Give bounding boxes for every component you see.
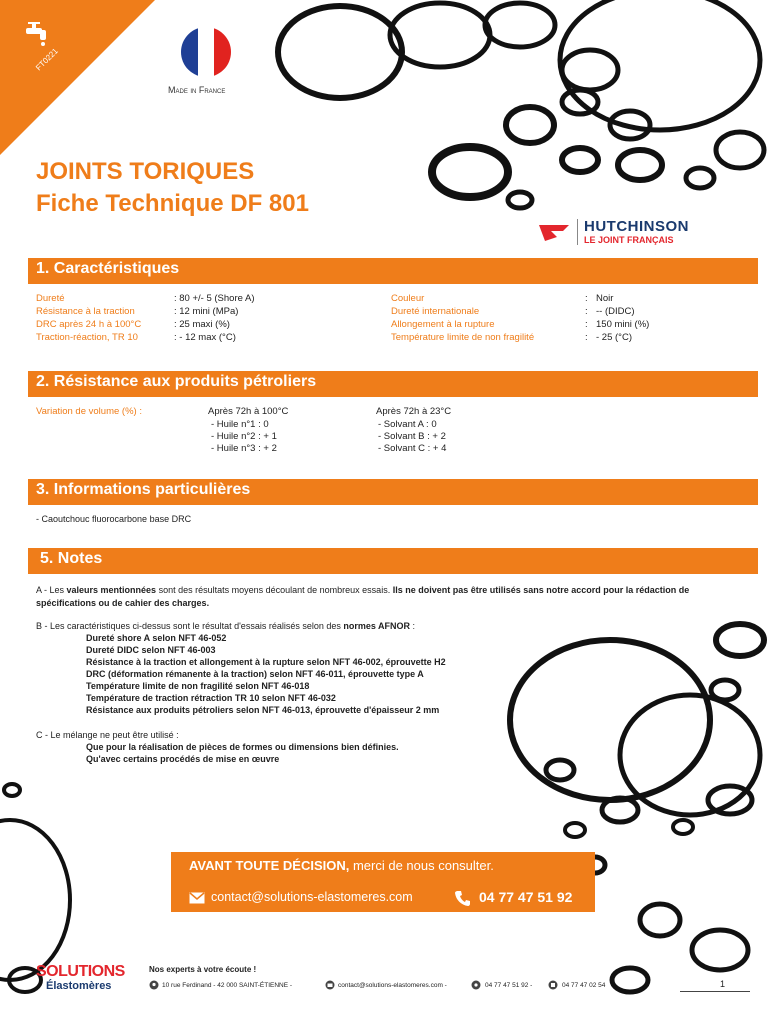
- char-value: -- (DIDC): [596, 306, 635, 317]
- char-label: Couleur: [391, 293, 425, 304]
- char-value: : 25 maxi (%): [174, 319, 230, 330]
- section-3-title: 3. Informations particulières: [36, 481, 251, 498]
- char-label: Température limite de non fragilité: [391, 332, 535, 343]
- norm-item: Température limite de non fragilité selon NFT 46-018: [86, 681, 310, 691]
- usage-item: Que pour la réalisation de pièces de formes ou dimensions bien définies.: [86, 742, 399, 752]
- footer-fax: 04 77 47 02 54: [562, 982, 606, 989]
- solvent-row: - Solvant C : + 4: [378, 443, 447, 454]
- char-label: DRC après 24 h à 100°C: [36, 319, 142, 330]
- page-subtitle: Fiche Technique DF 801: [36, 190, 309, 217]
- footer-address: 10 rue Ferdinand - 42 000 SAINT-ÉTIENNE -: [162, 982, 293, 989]
- footer-logo-sub: Élastomères: [46, 980, 112, 992]
- norm-item: Dureté shore A selon NFT 46-052: [86, 633, 227, 643]
- section-1-header: [28, 258, 758, 284]
- cta-headline: AVANT TOUTE DÉCISION, merci de nous consulter.: [189, 858, 494, 873]
- section-2-title: 2. Résistance aux produits pétroliers: [36, 373, 317, 390]
- section-5-header: [28, 548, 758, 574]
- location-icon: [149, 980, 159, 990]
- footer-logo-main: SOLUTIONS: [36, 963, 125, 980]
- footer-tagline: Nos experts à votre écoute !: [149, 965, 257, 974]
- section-2-header: [28, 371, 758, 397]
- col2-head: Après 72h à 23°C: [376, 406, 452, 417]
- char-value: Noir: [596, 293, 614, 304]
- sheet-code: FT0221: [34, 46, 60, 73]
- brand-name: HUTCHINSON: [584, 218, 689, 235]
- contact-phone-link[interactable]: 04 77 47 51 92: [479, 889, 573, 905]
- made-in-label: Made in France: [168, 85, 226, 95]
- char-label: Allongement à la rupture: [391, 319, 495, 330]
- section-1-title: 1. Caractéristiques: [36, 260, 180, 277]
- faucet-icon: [22, 22, 52, 48]
- norm-item: Dureté DIDC selon NFT 46-003: [86, 645, 216, 655]
- page-title: JOINTS TORIQUES: [36, 158, 255, 185]
- hutchinson-logo-icon: [537, 221, 571, 243]
- char-label: Résistance à la traction: [36, 306, 135, 317]
- oil-row: - Huile n°3 : + 2: [211, 443, 277, 454]
- usage-item: Qu'avec certains procédés de mise en œuvre: [86, 754, 280, 764]
- solvent-row: - Solvant B : + 2: [378, 431, 446, 442]
- footer-email-link[interactable]: contact@solutions-elastomeres.com -: [338, 982, 447, 989]
- note-c: C - Le mélange ne peut être utilisé :: [36, 730, 179, 740]
- footer: [0, 955, 768, 1024]
- oil-row: - Huile n°1 : 0: [211, 419, 269, 430]
- volume-label: Variation de volume (%) :: [36, 406, 142, 417]
- phone-icon: [455, 890, 471, 906]
- brand-sub: LE JOINT FRANÇAIS: [584, 235, 674, 245]
- norm-item: DRC (déformation rémanente à la traction) selon NFT 46-011, éprouvette type A: [86, 669, 424, 679]
- char-label: Dureté: [36, 293, 65, 304]
- info-text: - Caoutchouc fluorocarbone base DRC: [36, 514, 192, 524]
- norm-item: Température de traction rétraction TR 10 selon NFT 46-032: [86, 693, 336, 703]
- solvent-row: - Solvant A : 0: [378, 419, 437, 430]
- norm-item: Résistance aux produits pétroliers selon NFT 46-013, éprouvette d'épaisseur 2 mm: [86, 705, 440, 715]
- mail-icon: [189, 892, 205, 904]
- oil-row: - Huile n°2 : + 1: [211, 431, 277, 442]
- category-label: ÉTANCHÉITÉ: [44, 63, 106, 125]
- flag-fr-icon: [181, 27, 231, 77]
- char-value: : - 12 max (°C): [174, 332, 236, 343]
- note-a: A - Les valeurs mentionnées sont des résultats moyens découlant de nombreux essais. Ils ne doivent pas être utilisés sans notre accord pour la rédaction de spécifications ou de cahier des charges.: [36, 585, 690, 608]
- brand-logo: [537, 218, 689, 245]
- fax-icon: [548, 980, 558, 990]
- section-5-title: 5. Notes: [40, 550, 103, 567]
- char-label: Dureté internationale: [391, 306, 480, 317]
- char-value: : 80 +/- 5 (Shore A): [174, 293, 255, 304]
- char-value: - 25 (°C): [596, 332, 632, 343]
- contact-email-link[interactable]: contact@solutions-elastomeres.com: [211, 890, 413, 904]
- char-value: : 12 mini (MPa): [174, 306, 239, 317]
- norm-item: Résistance à la traction et allongement à la rupture selon NFT 46-002, éprouvette H2: [86, 657, 446, 667]
- phone-icon: [471, 980, 481, 990]
- col1-head: Après 72h à 100°C: [208, 406, 289, 417]
- footer-phone-link[interactable]: 04 77 47 51 92 -: [485, 982, 533, 989]
- char-value: 150 mini (%): [596, 319, 650, 330]
- page-number: 1: [720, 979, 726, 989]
- contact-banner: [171, 852, 595, 912]
- mail-icon: [325, 980, 335, 990]
- footer-divider: [680, 991, 750, 992]
- section-3-header: [28, 479, 758, 505]
- char-label: Traction-réaction, TR 10: [36, 332, 138, 343]
- note-b: B - Les caractéristiques ci-dessus sont le résultat d'essais réalisés selon des normes AFNOR :: [36, 621, 416, 631]
